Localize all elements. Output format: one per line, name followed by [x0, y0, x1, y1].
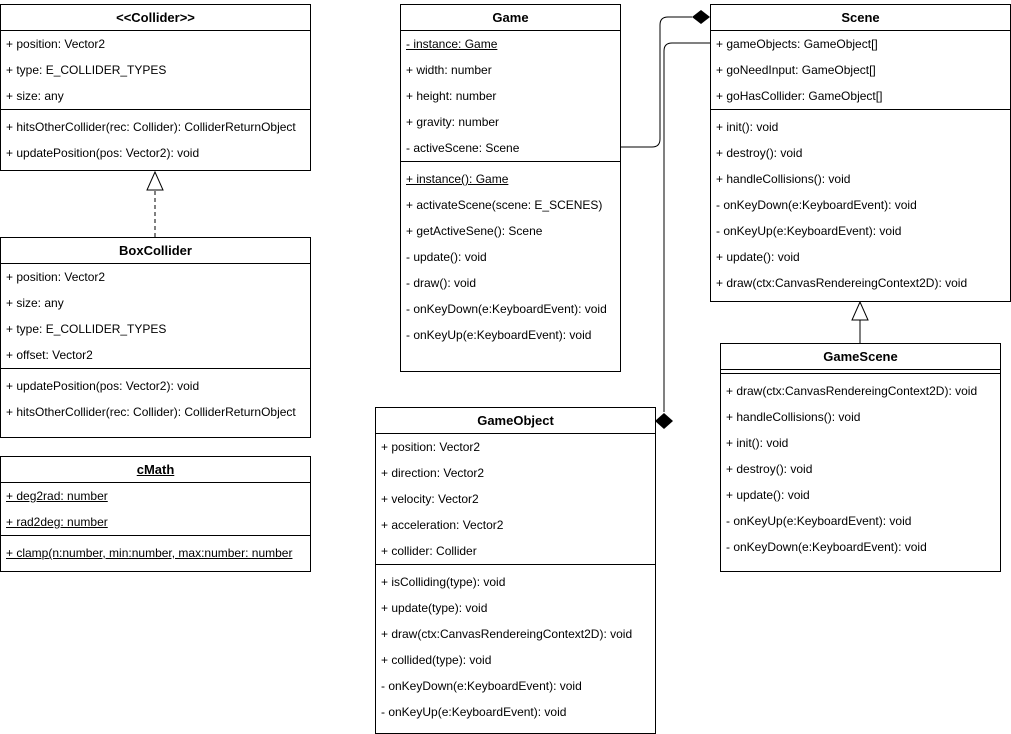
class-title: <<Collider>>: [1, 5, 310, 31]
method-row: - onKeyUp(e:KeyboardEvent): void: [381, 705, 567, 719]
composition-edge-game-scene: [621, 10, 710, 147]
attribute-row: - instance: Game: [406, 37, 498, 51]
attribute-row: + type: E_COLLIDER_TYPES: [6, 322, 167, 336]
method-row: + hitsOtherCollider(rec: Collider): ColliderReturnObject: [6, 405, 296, 419]
attribute-row: + direction: Vector2: [381, 466, 485, 480]
method-row: + getActiveSene(): Scene: [406, 224, 543, 238]
method-row: + updatePosition(pos: Vector2): void: [6, 379, 200, 393]
class-title: GameScene: [721, 344, 1000, 370]
hollow-triangle-arrowhead: [852, 302, 868, 320]
attribute-row: + size: any: [6, 89, 64, 103]
methods-section: [1, 368, 310, 425]
methods-section: [1, 109, 310, 166]
method-row: + draw(ctx:CanvasRendereingContext2D): void: [381, 627, 633, 641]
attribute-row: + gravity: number: [406, 115, 500, 129]
class-gamescene[interactable]: [720, 343, 1001, 572]
composition-edge-scene-gameobject: [655, 43, 710, 429]
class-title: BoxCollider: [1, 238, 310, 264]
attribute-row: + position: Vector2: [6, 270, 106, 284]
class-cmath[interactable]: [0, 456, 311, 572]
filled-diamond: [655, 413, 673, 429]
method-row: + instance(): Game: [406, 172, 509, 186]
attribute-row: + goNeedInput: GameObject[]: [716, 63, 876, 77]
attribute-row: + width: number: [406, 63, 492, 77]
realization-edge: [147, 172, 163, 237]
attribute-row: + position: Vector2: [381, 440, 481, 454]
method-row: - onKeyDown(e:KeyboardEvent): void: [381, 679, 582, 693]
method-row: + handleCollisions(): void: [726, 410, 861, 424]
attributes-section: [376, 434, 655, 564]
method-row: - onKeyDown(e:KeyboardEvent): void: [716, 198, 917, 212]
method-row: - onKeyUp(e:KeyboardEvent): void: [406, 328, 592, 342]
method-row: + hitsOtherCollider(rec: Collider): ColliderReturnObject: [6, 120, 296, 134]
method-row: - onKeyDown(e:KeyboardEvent): void: [726, 540, 927, 554]
class-boxcollider[interactable]: [0, 237, 311, 438]
attribute-row: + height: number: [406, 89, 497, 103]
method-row: + update(): void: [726, 488, 810, 502]
method-row: - onKeyUp(e:KeyboardEvent): void: [726, 514, 912, 528]
attribute-row: - activeScene: Scene: [406, 141, 520, 155]
attribute-row: + collider: Collider: [381, 544, 477, 558]
class-title: Scene: [711, 5, 1010, 31]
method-row: + draw(ctx:CanvasRendereingContext2D): void: [726, 384, 978, 398]
attribute-row: + deg2rad: number: [6, 489, 108, 503]
method-row: - draw(): void: [406, 276, 477, 290]
attribute-row: + goHasCollider: GameObject[]: [716, 89, 883, 103]
class-title: Game: [401, 5, 620, 31]
attribute-row: + position: Vector2: [6, 37, 106, 51]
attribute-row: + size: any: [6, 296, 64, 310]
attribute-row: + velocity: Vector2: [381, 492, 479, 506]
method-row: + clamp(n:number, min:number, max:number: number: [6, 546, 293, 560]
attribute-row: + acceleration: Vector2: [381, 518, 504, 532]
class-title: GameObject: [376, 408, 655, 434]
class-scene[interactable]: [710, 4, 1011, 302]
method-row: + draw(ctx:CanvasRendereingContext2D): void: [716, 276, 968, 290]
method-row: + destroy(): void: [716, 146, 803, 160]
attribute-row: + gameObjects: GameObject[]: [716, 37, 878, 51]
attribute-row: + type: E_COLLIDER_TYPES: [6, 63, 167, 77]
methods-section: [376, 564, 655, 725]
attribute-row: + offset: Vector2: [6, 348, 93, 362]
generalization-edge: [852, 302, 868, 343]
method-row: - onKeyUp(e:KeyboardEvent): void: [716, 224, 902, 238]
filled-diamond: [692, 10, 710, 24]
class-title-text: cMath: [136, 462, 175, 477]
attributes-section: [1, 31, 310, 109]
method-row: + collided(type): void: [381, 653, 492, 667]
class-gameobject[interactable]: [375, 407, 656, 734]
attributes-section: [711, 31, 1010, 109]
attributes-section: [1, 264, 310, 368]
method-row: + update(type): void: [381, 601, 488, 615]
method-row: + init(): void: [726, 436, 789, 450]
method-row: + isColliding(type): void: [381, 575, 506, 589]
method-row: - update(): void: [406, 250, 487, 264]
class-game[interactable]: [400, 4, 621, 372]
class-collider[interactable]: [0, 4, 311, 171]
attributes-section: [401, 31, 620, 161]
method-row: + updatePosition(pos: Vector2): void: [6, 146, 200, 160]
method-row: + activateScene(scene: E_SCENES): [406, 198, 603, 212]
method-row: + update(): void: [716, 250, 800, 264]
attribute-row: + rad2deg: number: [6, 515, 108, 529]
methods-section: [711, 109, 1010, 296]
method-row: - onKeyDown(e:KeyboardEvent): void: [406, 302, 607, 316]
methods-section: [1, 535, 310, 566]
method-row: + init(): void: [716, 120, 779, 134]
methods-section: [401, 161, 620, 348]
methods-section: [721, 374, 1000, 560]
class-title: [1, 457, 310, 483]
hollow-triangle-arrowhead: [147, 172, 163, 190]
attributes-section: [1, 483, 310, 535]
method-row: + destroy(): void: [726, 462, 813, 476]
method-row: + handleCollisions(): void: [716, 172, 851, 186]
